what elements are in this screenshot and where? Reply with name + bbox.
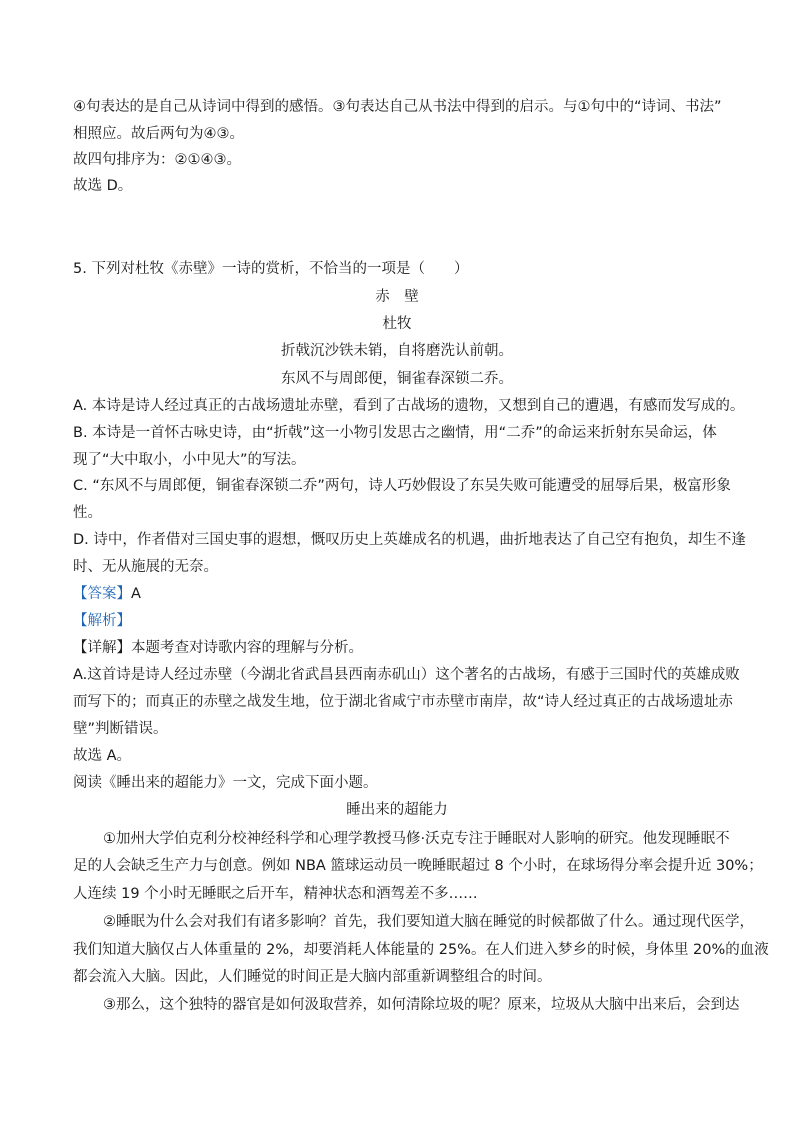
paragraph-line: ①加州大学伯克利分校神经科学和心理学教授马修·沃克专注于睡眠对人影响的研究。他发现睡眠不 — [103, 831, 730, 847]
answer-value: A — [131, 586, 141, 602]
explanation-line: 故四句排序为：②①④③。 — [73, 152, 241, 168]
explanation-line: A.这首诗是诗人经过赤壁（今湖北省武昌县西南赤矶山）这个著名的古战场，有感于三国时代的英雄成败 — [73, 667, 740, 683]
article-title: 睡出来的超能力 — [346, 802, 448, 818]
option-c-cont: 性。 — [73, 505, 102, 521]
poem-title: 赤 壁 — [375, 289, 419, 305]
paragraph-line: 人连续 19 个小时无睡眠之后开车，精神状态和酒驾差不多…… — [73, 886, 478, 902]
paragraph-line: 我们知道大脑仅占人体重量的 2%，却要消耗人体能量的 25%。在人们进入梦乡的时候，身体里 20%的血液 — [73, 942, 769, 958]
option-d-cont: 时、无从施展的无奈。 — [73, 559, 218, 575]
detail-text: 本题考查对诗歌内容的理解与分析。 — [131, 640, 363, 656]
explanation-line: 壁”判断错误。 — [73, 721, 168, 737]
poem-line: 折戟沉沙铁未销，自将磨洗认前朝。 — [281, 343, 513, 359]
option-a: A. 本诗是诗人经过真正的古战场遗址赤壁，看到了古战场的遗物，又想到自己的遭遇，有感而发写成的。 — [73, 398, 745, 414]
poem-author: 杜牧 — [382, 316, 412, 332]
explanation-choice: 故选 A。 — [73, 748, 132, 764]
detail-tag: 【详解】 — [73, 640, 131, 656]
answer-tag: 【答案】 — [73, 586, 131, 602]
paragraph-line: 都会流入大脑。因此，人们睡觉的时间正是大脑内部重新调整组合的时间。 — [73, 969, 552, 985]
paragraph-line: ③那么，这个独特的器官是如何汲取营养，如何清除垃圾的呢？原来，垃圾从大脑中出来后，会到达 — [103, 997, 740, 1013]
poem-line: 东风不与周郎便，铜雀春深锁二乔。 — [281, 371, 513, 387]
answer-line — [73, 584, 733, 604]
reading-intro: 阅读《睡出来的超能力》一文，完成下面小题。 — [73, 775, 378, 791]
option-c: C. “东风不与周郎便，铜雀春深锁二乔”两句，诗人巧妙假设了东吴失败可能遭受的屈辱后果，极富形象 — [73, 478, 731, 494]
option-b-cont: 现了“大中取小，小中见大”的写法。 — [73, 452, 306, 468]
explanation-line: 相照应。故后两句为④③。 — [73, 126, 244, 142]
paragraph-line: 足的人会缺乏生产力与创意。例如 NBA 篮球运动员一晚睡眠超过 8 个小时，在球场得分率会提升近 30%； — [73, 858, 763, 874]
explanation-line: 而写下的；而真正的赤壁之战发生地，位于湖北省咸宁市赤壁市南岸，故“诗人经过真正的古战场遗址赤 — [73, 694, 734, 710]
explanation-line: ④句表达的是自己从诗词中得到的感悟。③句表达自己从书法中得到的启示。与①句中的“诗词、书法” — [73, 99, 722, 115]
paragraph-line: ②睡眠为什么会对我们有诸多影响？首先，我们要知道大脑在睡觉的时候都做了什么。通过现代医学， — [103, 914, 754, 930]
question-stem: 5. 下列对杜牧《赤壁》一诗的赏析，不恰当的一项是（ ） — [73, 261, 469, 277]
option-b: B. 本诗是一首怀古咏史诗，由“折戟”这一小物引发思古之幽情，用“二乔”的命运来折射东吴命运，体 — [73, 425, 717, 441]
explanation-choice: 故选 D。 — [73, 178, 133, 194]
analysis-tag: 【解析】 — [73, 613, 131, 629]
option-d: D. 诗中，作者借对三国史事的遐想，慨叹历史上英雄成名的机遇，曲折地表达了自己空有抱负，却生不逢 — [73, 532, 746, 548]
detail-line — [73, 638, 733, 658]
